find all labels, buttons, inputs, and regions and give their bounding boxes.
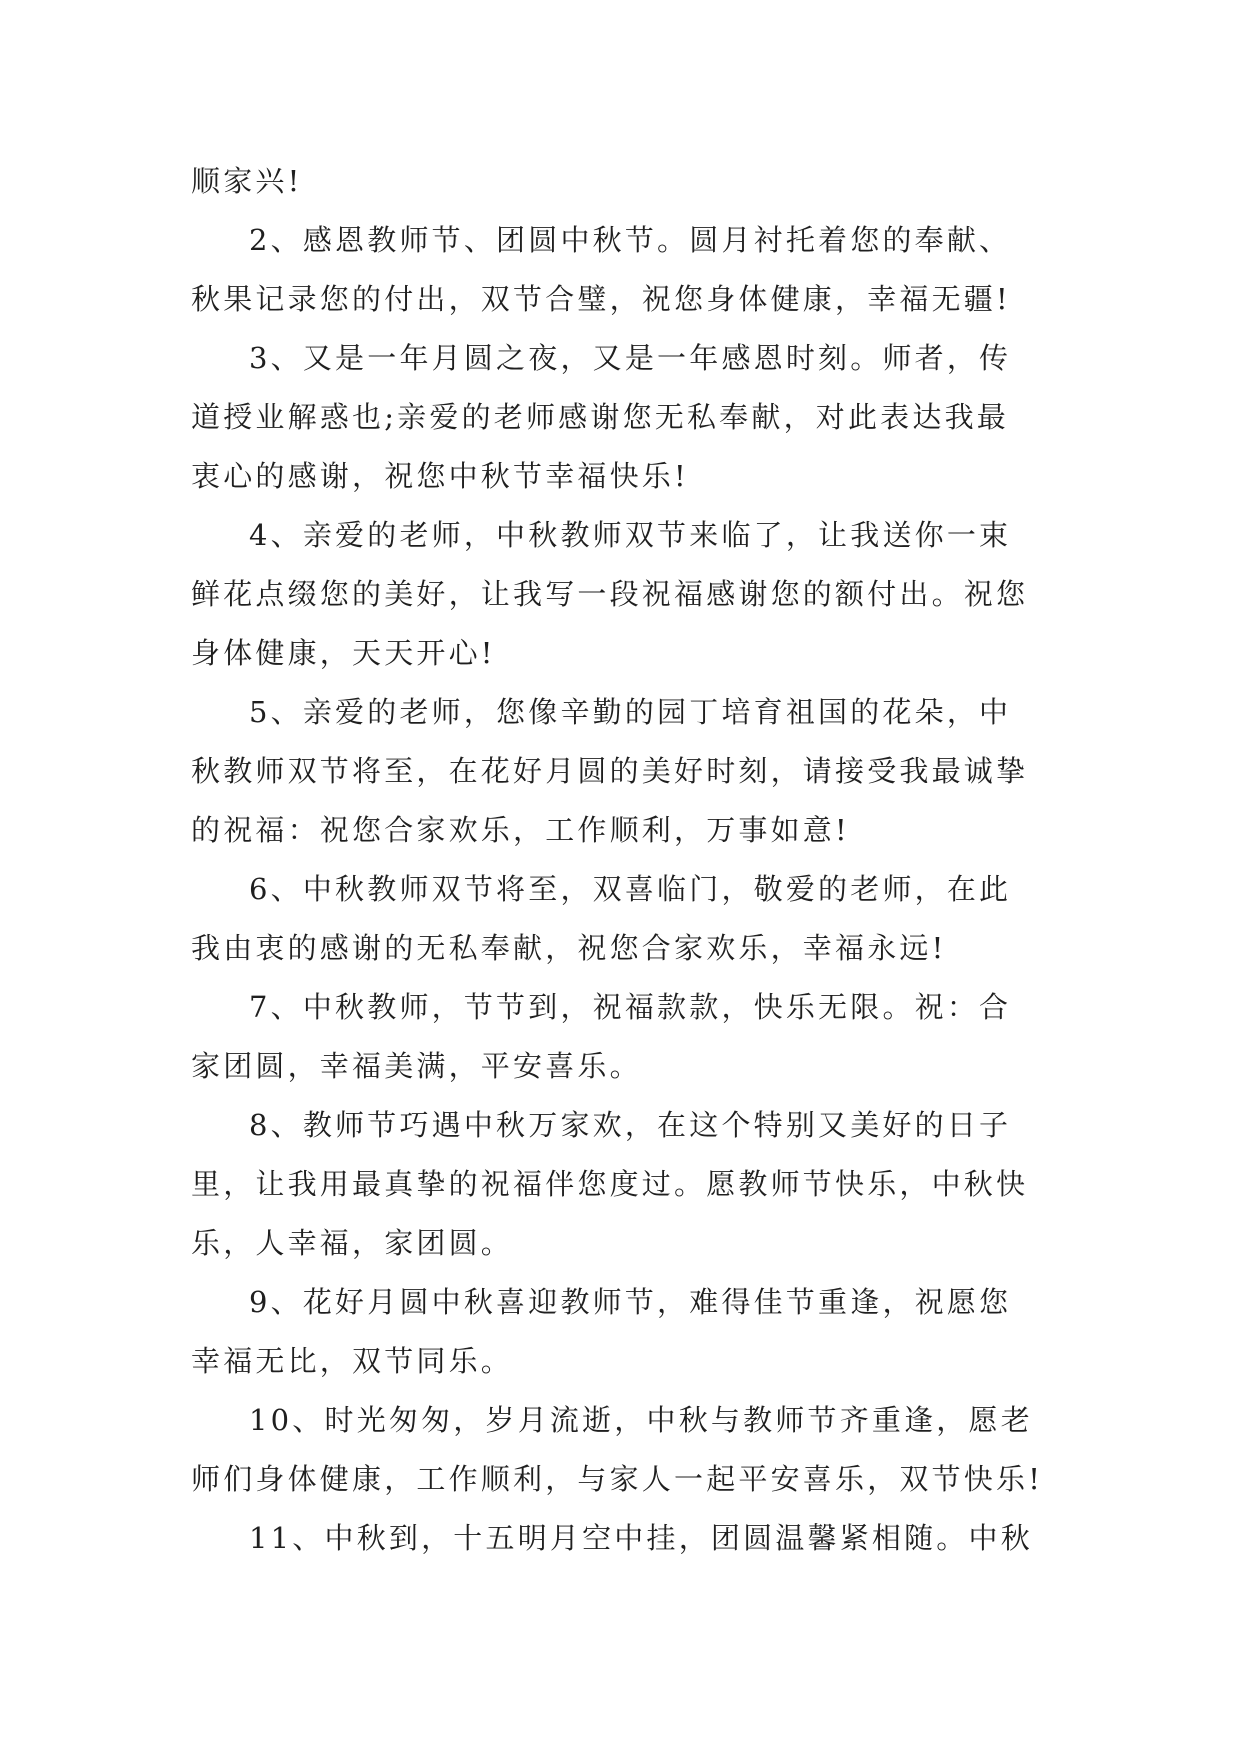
text-line: 我由衷的感谢的无私奉献，祝您合家欢乐，幸福永远! [191, 931, 947, 965]
text-line: 家团圆，幸福美满，平安喜乐。 [191, 1049, 642, 1083]
text-line: 身体健康，天天开心! [191, 636, 496, 670]
text-line: 11、中秋到，十五明月空中挂，团圆温馨紧相随。中秋 [249, 1521, 1033, 1555]
text-line: 秋果记录您的付出，双节合璧，祝您身体健康，幸福无疆! [191, 282, 1011, 316]
text-line: 8、教师节巧遇中秋万家欢，在这个特别又美好的日子 [249, 1108, 1012, 1142]
text-line: 乐，人幸福，家团圆。 [191, 1226, 514, 1260]
text-line: 3、又是一年月圆之夜，又是一年感恩时刻。师者，传 [249, 341, 1012, 375]
text-line: 的祝福：祝您合家欢乐，工作顺利，万事如意! [191, 813, 850, 847]
text-line: 幸福无比，双节同乐。 [191, 1344, 514, 1378]
text-line: 9、花好月圆中秋喜迎教师节，难得佳节重逢，祝愿您 [249, 1285, 1012, 1319]
text-line: 顺家兴! [191, 164, 303, 198]
text-line: 衷心的感谢，祝您中秋节幸福快乐! [191, 459, 689, 493]
text-line: 道授业解惑也;亲爱的老师感谢您无私奉献，对此表达我最 [191, 400, 1009, 434]
text-line: 10、时光匆匆，岁月流逝，中秋与教师节齐重逢，愿老 [249, 1403, 1033, 1437]
text-line: 师们身体健康，工作顺利，与家人一起平安喜乐，双节快乐! [191, 1462, 1044, 1496]
text-line: 2、感恩教师节、团圆中秋节。圆月衬托着您的奉献、 [249, 223, 1012, 257]
document-page [191, 152, 1051, 1568]
text-line: 里，让我用最真挚的祝福伴您度过。愿教师节快乐，中秋快 [191, 1167, 1029, 1201]
text-line: 5、亲爱的老师，您像辛勤的园丁培育祖国的花朵，中 [249, 695, 1012, 729]
text-line: 4、亲爱的老师，中秋教师双节来临了，让我送你一束 [249, 518, 1012, 552]
text-line: 6、中秋教师双节将至，双喜临门，敬爱的老师，在此 [249, 872, 1012, 906]
text-line: 7、中秋教师，节节到，祝福款款，快乐无限。祝：合 [249, 990, 1012, 1024]
text-line: 秋教师双节将至，在花好月圆的美好时刻，请接受我最诚挚 [191, 754, 1029, 788]
text-line: 鲜花点缀您的美好，让我写一段祝福感谢您的额付出。祝您 [191, 577, 1029, 611]
